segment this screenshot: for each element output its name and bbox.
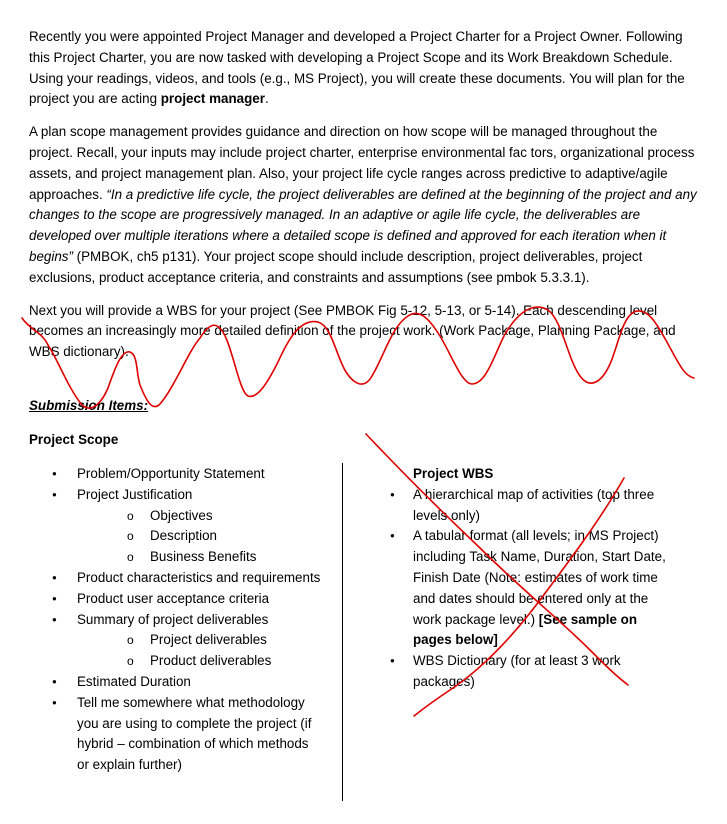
document-body — [29, 27, 697, 375]
project-scope-column — [52, 464, 322, 776]
project-scope-list — [52, 464, 322, 776]
scope-text: A plan scope management provides guidance and direction on how scope will be managed throughout the project. Recall, your inputs may include project charter, enterprise environmental fac tors, organizational process assets, and project management plan. Also, your project life cycle ranges across predictive to adaptive/agile approaches. — [29, 124, 695, 202]
list-item-text: Product characteristics and requirements — [77, 569, 321, 585]
list-item — [52, 610, 322, 672]
project-wbs-title: Project WBS — [413, 466, 494, 481]
list-item — [52, 672, 322, 693]
list-item-text: Project Justification — [77, 486, 193, 502]
list-item-text: Product user acceptance criteria — [77, 590, 270, 606]
list-item — [52, 464, 322, 485]
intro-bold-text: project manager — [160, 91, 265, 107]
scope-paragraph — [29, 122, 697, 288]
list-item-text: Tell me somewhere what methodology you are using to complete the project (if hybrid – combination of which methods or explain further) — [77, 694, 312, 773]
sub-list-item: o Business Benefits — [77, 547, 322, 568]
list-item-text: A hierarchical map of activities (top three levels only) — [413, 486, 655, 523]
list-item — [52, 589, 322, 610]
intro-paragraph — [29, 27, 697, 110]
list-item — [52, 568, 322, 589]
wbs-paragraph — [29, 301, 697, 363]
project-wbs-list — [390, 485, 670, 693]
justification-sublist — [77, 506, 322, 568]
list-item-text: WBS Dictionary (for at least 3 work packages) — [413, 653, 621, 689]
list-item-text: Estimated Duration — [77, 673, 191, 689]
list-item — [390, 651, 670, 693]
sub-list-item: o Product deliverables — [77, 651, 322, 672]
intro-end: . — [264, 91, 269, 107]
list-item — [52, 485, 322, 568]
scope-end: (PMBOK, ch5 p131). Your project scope should include description, project deliverables, project exclusions, product acceptance criteria, and constraints and assumptions (see pmbok 5.3.3.1). — [29, 248, 643, 285]
column-divider — [342, 463, 343, 801]
list-item-text: Summary of project deliverables — [77, 611, 269, 627]
sample-note: [See sample on pages below] — [413, 611, 638, 648]
project-scope-heading: Project Scope — [29, 432, 119, 447]
list-item — [390, 485, 670, 527]
pmbok-quote: “In a predictive life cycle, the project deliverables are defined at the beginning of the project and any changes to the scope are progressively managed. In an adaptive or agile life cycle, the deliverables are developed over multiple iterations where a detailed scope is defined and approved for each iteration when it begins” — [29, 186, 697, 264]
intro-text: Recently you were appointed Project Manager and developed a Project Charter for a Project Owner. Following this Project Charter, you are now tasked with developing a Project Scope and its Work Breakdown Schedule. Using your readings, videos, and tools (e.g., MS Project), you will create these documents. You will plan for the project you are acting — [29, 29, 685, 107]
sub-list-item: o Project deliverables — [77, 630, 322, 651]
sub-list-item: o Objectives — [77, 506, 322, 527]
project-wbs-column — [390, 464, 670, 693]
list-item — [390, 526, 670, 651]
sub-list-item: o Description — [77, 526, 322, 547]
wbs-text: Next you will provide a WBS for your project (See PMBOK Fig 5-12, 5-13, or 5-14). Each descending level becomes an increasingly more detailed definition of the project work. (Work Package, Planning Package, and WBS dictionary). — [29, 302, 676, 360]
list-item-text: Problem/Opportunity Statement — [77, 466, 265, 481]
submission-items-heading: Submission Items: — [29, 398, 149, 413]
list-item — [52, 693, 322, 776]
deliverables-sublist — [77, 630, 322, 672]
list-item-text: A tabular format (all levels; in MS Project) including Task Name, Duration, Start Date, Finish Date (Note: estimates of work time and dates should be entered only at the work package level.) — [413, 528, 666, 627]
